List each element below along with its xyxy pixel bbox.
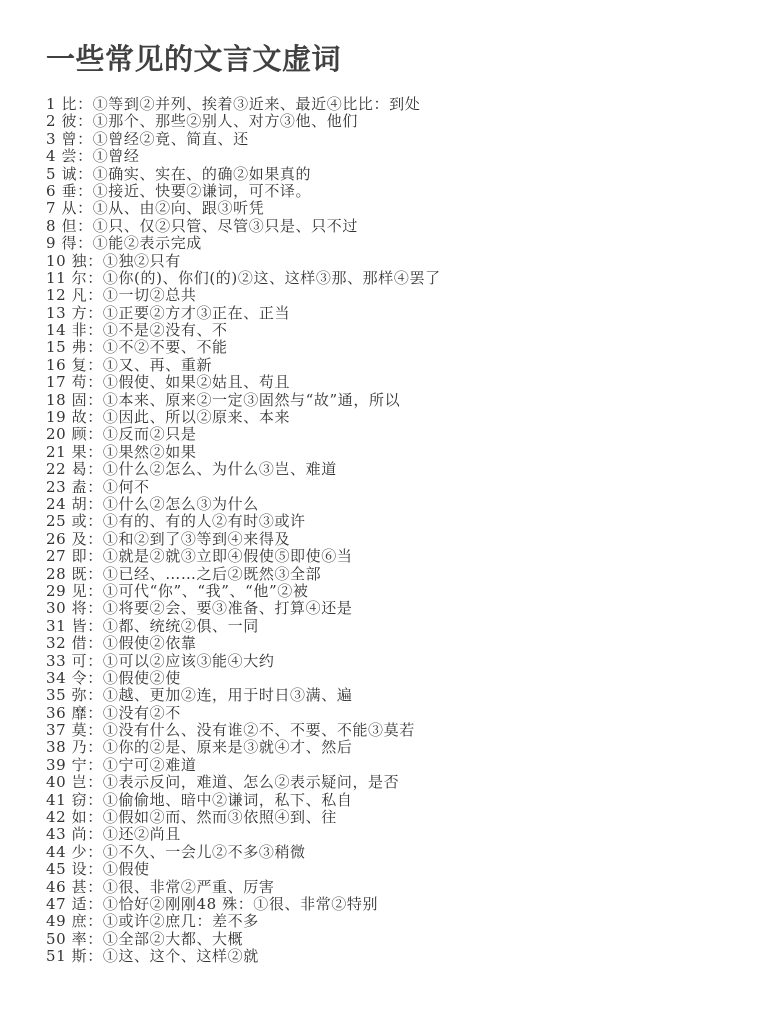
list-item: 38 乃：①你的②是、原来是③就④才、然后 (46, 738, 353, 757)
list-item: 24 胡：①什么②怎么③为什么 (46, 494, 259, 513)
list-item: 19 故：①因此、所以②原来、本来 (46, 408, 291, 427)
list-item: 5 诚：①确实、实在、的确②如果真的 (46, 164, 312, 183)
list-item: 44 少：①不久、一会儿②不多③稍微 (46, 842, 306, 861)
list-item: 11 尔：①你(的)、你们(的)②这、这样③那、那样④罢了 (46, 268, 441, 287)
list-item: 43 尚：①还②尚且 (46, 825, 181, 844)
list-item: 22 曷：①什么②怎么、为什么③岂、难道 (46, 460, 337, 479)
list-item: 3 曾：①曾经②竟、简直、还 (46, 129, 249, 148)
list-item: 50 率：①全部②大都、大概 (46, 929, 244, 948)
list-item: 1 比：①等到②并列、挨着③近来、最近④比比：到处 (46, 95, 421, 113)
list-item: 4 尝：①曾经 (46, 147, 140, 166)
list-item: 31 皆：①都、统统②俱、一同 (46, 616, 259, 635)
list-item: 35 弥：①越、更加②连，用于时日③满、遍 (46, 686, 353, 705)
list-item: 34 令：①假使②使 (46, 668, 181, 687)
list-item: 10 独：①独②只有 (46, 251, 181, 270)
list-item: 30 将：①将要②会、要③准备、打算④还是 (46, 599, 353, 618)
list-item: 12 凡：①一切②总共 (46, 286, 197, 305)
list-item: 17 苟：①假使、如果②姑且、苟且 (46, 373, 291, 392)
list-item: 2 彼：①那个、那些②别人、对方③他、他们 (46, 112, 358, 131)
list-item: 51 斯：①这、这个、这样②就 (46, 947, 259, 966)
list-item: 16 复：①又、再、重新 (46, 355, 213, 374)
list-item: 28 既：①已经、……之后②既然③全部 (46, 564, 322, 583)
list-item: 46 甚：①很、非常②严重、厉害 (46, 877, 275, 896)
list-item: 6 垂：①接近、快要②谦词，可不译。 (46, 181, 312, 200)
list-item: 29 见：①可代“你”、“我”、“他”②被 (46, 581, 309, 600)
entry-list (46, 96, 768, 966)
list-item: 37 莫：①没有什么、没有谁②不、不要、不能③莫若 (46, 721, 415, 740)
list-item: 14 非：①不是②没有、不 (46, 321, 228, 340)
list-item: 27 即：①就是②就③立即④假使⑤即使⑥当 (46, 547, 353, 566)
list-item: 45 设：①假使 (46, 860, 150, 879)
list-item: 36 靡：①没有②不 (46, 703, 181, 722)
list-item: 23 盍：①何不 (46, 477, 150, 496)
list-item: 33 可：①可以②应该③能④大约 (46, 651, 275, 670)
list-item: 9 得：①能②表示完成 (46, 234, 202, 253)
list-item: 39 宁：①宁可②难道 (46, 755, 197, 774)
list-item: 41 窃：①偷偷地、暗中②谦词，私下、私自 (46, 790, 353, 809)
page-title: 一些常见的文言文虚词 (46, 42, 342, 76)
list-item: 26 及：①和②到了③等到④来得及 (46, 529, 291, 548)
list-item: 32 借：①假使②依靠 (46, 634, 197, 653)
list-item: 47 适：①恰好②刚刚48 殊：①很、非常②特别 (46, 894, 379, 913)
list-item: 40 岂：①表示反问，难道、怎么②表示疑问，是否 (46, 773, 400, 792)
list-item: 20 顾：①反而②只是 (46, 425, 197, 444)
list-item: 18 固：①本来、原来②一定③固然与“故”通，所以 (46, 390, 401, 409)
list-item: 21 果：①果然②如果 (46, 442, 197, 461)
list-item: 8 但：①只、仅②只管、尽管③只是、只不过 (46, 216, 358, 235)
list-item: 42 如：①假如②而、然而③依照④到、往 (46, 808, 337, 827)
list-item: 7 从：①从、由②向、跟③听凭 (46, 199, 265, 218)
list-item: 15 弗：①不②不要、不能 (46, 338, 228, 357)
list-item: 13 方：①正要②方才③正在、正当 (46, 303, 291, 322)
list-item: 25 或：①有的、有的人②有时③或许 (46, 512, 306, 531)
list-item: 49 庶：①或许②庶几：差不多 (46, 912, 259, 931)
